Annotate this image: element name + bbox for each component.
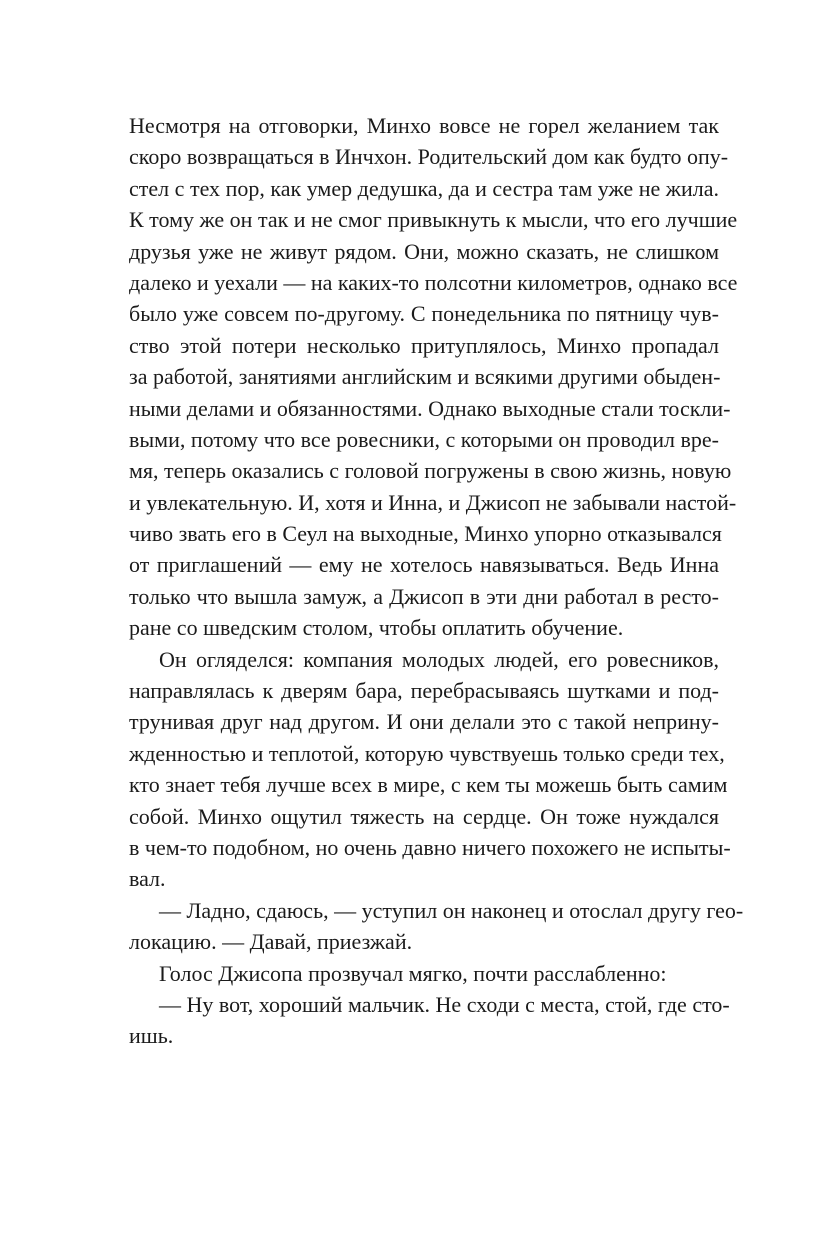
text-line: было уже совсем по-другому. С понедельника по пятницу чув- bbox=[129, 301, 719, 327]
text-line: только что вышла замуж, а Джисоп в эти дни работал в ресто- bbox=[129, 583, 719, 609]
book-page bbox=[129, 110, 744, 1052]
text-line: за работой, занятиями английским и всякими другими обыден- bbox=[129, 364, 721, 390]
text-line: вал. bbox=[129, 866, 166, 892]
text-line: Голос Джисопа прозвучал мягко, почти расслабленно: bbox=[159, 960, 667, 986]
text-line: от приглашений — ему не хотелось навязываться. Ведь Инна bbox=[129, 552, 719, 578]
text-line: мя, теперь оказались с головой погружены в свою жизнь, новую bbox=[129, 458, 732, 484]
text-line: собой. Минхо ощутил тяжесть на сердце. Он тоже нуждался bbox=[129, 803, 719, 829]
paragraph bbox=[129, 644, 731, 895]
text-line: К тому же он так и не смог привыкнуть к мысли, что его лучшие bbox=[129, 207, 738, 233]
paragraph bbox=[129, 958, 719, 989]
text-line: ными делами и обязанностями. Однако выходные стали тоскли- bbox=[129, 395, 731, 421]
text-line: Он огляделся: компания молодых людей, его ровесников, bbox=[159, 646, 719, 672]
text-line: в чем-то подобном, но очень давно ничего похожего не испыты- bbox=[129, 834, 731, 860]
text-line: друзья уже не живут рядом. Они, можно сказать, не слишком bbox=[129, 238, 719, 264]
text-line: — Ну вот, хороший мальчик. Не сходи с места, стой, где сто- bbox=[159, 991, 730, 1017]
paragraph bbox=[129, 989, 730, 1052]
text-line: локацию. — Давай, приезжай. bbox=[129, 929, 413, 955]
text-line: далеко и уехали — на каких-то полсотни километров, однако все bbox=[129, 269, 738, 295]
text-line: — Ладно, сдаюсь, — уступил он наконец и отослал другу гео- bbox=[159, 897, 744, 923]
text-line: скоро возвращаться в Инчхон. Родительский дом как будто опу- bbox=[129, 144, 729, 170]
paragraph bbox=[129, 895, 744, 958]
text-line: кто знает тебя лучше всех в мире, с кем ты можешь быть самим bbox=[129, 772, 728, 798]
text-line: ране со шведским столом, чтобы оплатить обучение. bbox=[129, 615, 624, 641]
text-line: и увлекательную. И, хотя и Инна, и Джисоп не забывали настой- bbox=[129, 489, 737, 515]
text-line: направлялась к дверям бара, перебрасываясь шутками и под- bbox=[129, 678, 719, 704]
paragraph bbox=[129, 110, 738, 644]
text-line: выми, потому что все ровесники, с которыми он проводил вре- bbox=[129, 426, 719, 452]
text-line: Несмотря на отговорки, Минхо вовсе не горел желанием так bbox=[129, 113, 719, 138]
text-line: чиво звать его в Сеул на выходные, Минхо упорно отказывался bbox=[129, 521, 722, 547]
text-line: ишь. bbox=[129, 1023, 174, 1049]
text-line: стел с тех пор, как умер дедушка, да и сестра там уже не жила. bbox=[129, 175, 719, 201]
text-line: трунивая друг над другом. И они делали это с такой неприну- bbox=[129, 709, 719, 735]
text-line: ство этой потери несколько притуплялось, Минхо пропадал bbox=[129, 332, 719, 358]
text-line: жденностью и теплотой, которую чувствуешь только среди тех, bbox=[129, 740, 725, 766]
